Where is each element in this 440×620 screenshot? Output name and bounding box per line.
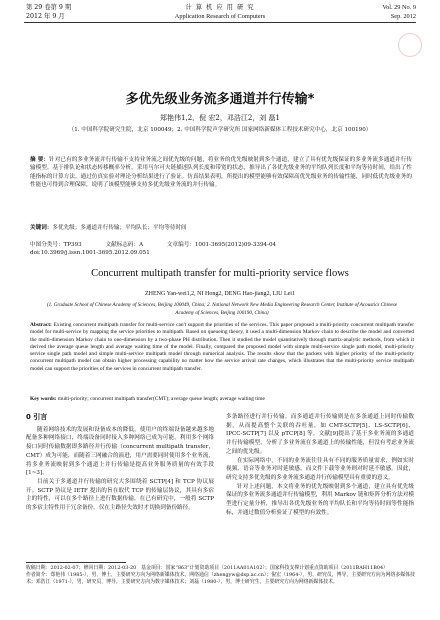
body-column-left xyxy=(26,413,214,513)
paper-title-cn: 多优先级业务流多通道并行传输* xyxy=(125,92,315,107)
footnote-dates-funding: 收稿日期：2012-02-07；修回日期：2012-03-20 基金项目：国家“863”计划资助项目（2011AA01A102）；国家科技支撑计划重点资助项目（2011BAH11B04） xyxy=(26,565,388,571)
section-heading: 0 引言 xyxy=(26,413,48,421)
journal-volume-en xyxy=(382,4,416,21)
journal-name xyxy=(150,4,290,21)
paper-title-en: Concurrent multipath transfer for multi-priority service flows xyxy=(91,268,349,279)
body-paragraph: 目前关于多通道并行传输的研究大多围绕着 SCTP[4] 和 TCP 协议展开。SCTP 协议是 IETF 提出的旨在取代 TCP 的传输层协议，其具有多宿主的特性，可以在多个路径上进行数据传输。在已有研究中，一般将 SCTP 的多宿主特性用于冗余备份，仅在主路径失效时才切换到备份路径。 xyxy=(26,478,214,512)
body-paragraph: 多条路径进行并行传输。而多通道并行传输则是在多条通道上同时传输数据，从而提高整个关联的吞吐量，如 CMT-SCTP[5]、LS-SCTP[6]、IPCC-SCTP[7] 以及 pTCP[8] 等。文献[9]提出了基于多业务流的多通道并行传输模型，分析了多业务流在多通道上的传输性能，但没有考虑业务流之间的优先级。 xyxy=(226,414,414,455)
body-paragraph: 针对上述问题，本文将业务的优先级映射到多个通道，建立具有优先级保证的多业务流多通道并行传输模型，利用 Markov 链和矩阵分析方法对模型进行定量分析，推导出各优先级业务的平均队长和平均等待时间等性能指标，并通过数值分析验证了模型的有效性。 xyxy=(226,483,414,516)
abstract-cn-label: 摘 要： xyxy=(30,157,50,163)
date-cn: 2012 年 9 月 xyxy=(26,12,65,20)
body-column-right xyxy=(226,413,414,517)
keywords-en xyxy=(30,396,414,403)
article-number: 文章编号：1001-3695(2012)09-3394-04 xyxy=(166,242,277,248)
abstract-cn xyxy=(30,156,412,190)
volume-issue-cn: 第 29 卷第 9 期 xyxy=(26,4,72,11)
abstract-en xyxy=(30,322,414,373)
affiliation-cn: （1. 中国科学院研究生院，北京 100049；2. 中国科学院声学研究所 国家网络新媒体工程技术研究中心，北京 100190） xyxy=(68,127,372,133)
keywords-cn-label: 关键词： xyxy=(30,225,53,231)
footnotes xyxy=(26,565,416,587)
authors-en: ZHENG Yan-wei1,2, NI Hong2, DENG Hao-jiang2, LIU Lei1 xyxy=(145,291,295,297)
header-divider xyxy=(24,22,416,23)
document-code: 文献标志码：A xyxy=(105,242,144,248)
affiliation-en: (1. Graduate School of Chinese Academy of Sciences, Beijing 100049, China; 2. National Network New Media Engineering Research Center, Institute of Acoustics Chinese Academy of Sciences, Beijing 100190, China) xyxy=(46,302,398,316)
classification-line xyxy=(30,241,412,249)
body-paragraph: 在实际网络中，不同的业务流往往具有不同的服务质量需求，例如实时视频、语音等业务对时延敏感，而文件下载等业务则对时延不敏感。因此，研究支持多优先级的多业务流多通道并行传输模型具有重要的意义。 xyxy=(226,457,414,481)
keywords-en-label: Key words: xyxy=(30,396,57,402)
doi-link[interactable]: doi:10.3969/j.issn.1001-3695.2012.09.051 xyxy=(30,250,150,256)
abstract-en-text: Existing concurrent multipath transfer for multi-service can't support the priorities of the services. This paper proposed a multi-priority concurrent multipath transfer model for multi-service by mapping the service priorities to multipath. Based on queueing theory, it used a multi-dimension Markov chain to describe the model and converted the multi-dimension Markov chain to one-dimension by a two-phase PH distribution. Then it studied the model quantitatively through matrix-analytic methods, from which it derived the average queue length and average waiting time of the model. Finally, compared the proposed model with simple multi-service single path model, multi-priority service single path model and simple multi-service multipath model through numerical analysis. The results show that the packets with higher priority of the multi-priority concurrent multipath model can obtain higher processing capability no matter how the service arrival rate changes, which illustrates that the multi-priority service multipath model can support the priorities of the services in concurrent multipath transfer. xyxy=(30,322,414,372)
keywords-en-text: multi-priority; concurrent multipath transfer(CMT); average queue length; average waiting time xyxy=(57,396,265,402)
watermark-stamp xyxy=(398,33,422,57)
date-en: Sep. 2012 xyxy=(390,12,416,20)
authors-cn: 郑艳伟1,2，倪 宏2，邓浩江2，刘 磊1 xyxy=(160,114,280,122)
volume-issue-en: Vol. 29 No. 9 xyxy=(382,4,416,11)
journal-volume-cn xyxy=(26,4,71,21)
journal-name-cn: 计 算 机 应 用 研 究 xyxy=(185,4,255,11)
clc-number: 中图分类号：TP393 xyxy=(30,242,82,248)
keywords-cn-text: 多优先级；多通道并行传输；平均队长；平均等待时间 xyxy=(52,225,187,231)
keywords-cn xyxy=(30,224,412,232)
footnote-divider xyxy=(26,562,126,563)
journal-name-en: Application Research of Computers xyxy=(174,12,266,20)
abstract-en-label: Abstract: xyxy=(30,322,52,328)
body-paragraph: 随着网络技术的发展和设备成本的降低，使用户的终端设备越来越多地配备多种网络接口，终端设备同时接入多种网络已成为可能。利用多个网络接口同时传输数据即多路径并行传输（concurrent multipath transfer，CMT）成为可能，而随着三网融合的演进，用户需要同时使用多个业务流，将多业务流映射到多个通道上并行传输是提高业务服务质量的有效手段[1~3]。 xyxy=(26,426,214,477)
footnote-author-bios: 作者简介：郑艳伟（1985-），男，博士，主要研究方向为网络新媒体技术、网络通信（zhengyw@dsp.ac.cn）；倪宏（1964-），男，研究员，博导，主要研究方向为网络多媒体技术；邓浩江（1971-），男，研究员，博导，主要研究方向为数字媒体技术；刘磊（1980-），男，博士研究生，主要研究方向为网络新媒体技术。 xyxy=(26,572,415,586)
abstract-cn-text: 针对已有的多业务流并行传输不支持业务流之间优先级的问题，将业务的优先级映射到多个通道，建立了具有优先级保证的多业务流多通道并行传输模型。基于排队论和状态转移概率分析，采用马尔可夫链描述队列长度和带宽的状态，推导出了各优先级业务的平均队列长度和平均等待时间，给出了性能指标的计算方法。通过仿真实验对理论分析结果进行了验证。仿真结果表明，所提出的模型能够有效保障高优先级业务的传输性能，同时低优先级业务的性能也可得到合理保障，说明了该模型能够支持多优先级业务流的并行传输。 xyxy=(30,157,412,189)
